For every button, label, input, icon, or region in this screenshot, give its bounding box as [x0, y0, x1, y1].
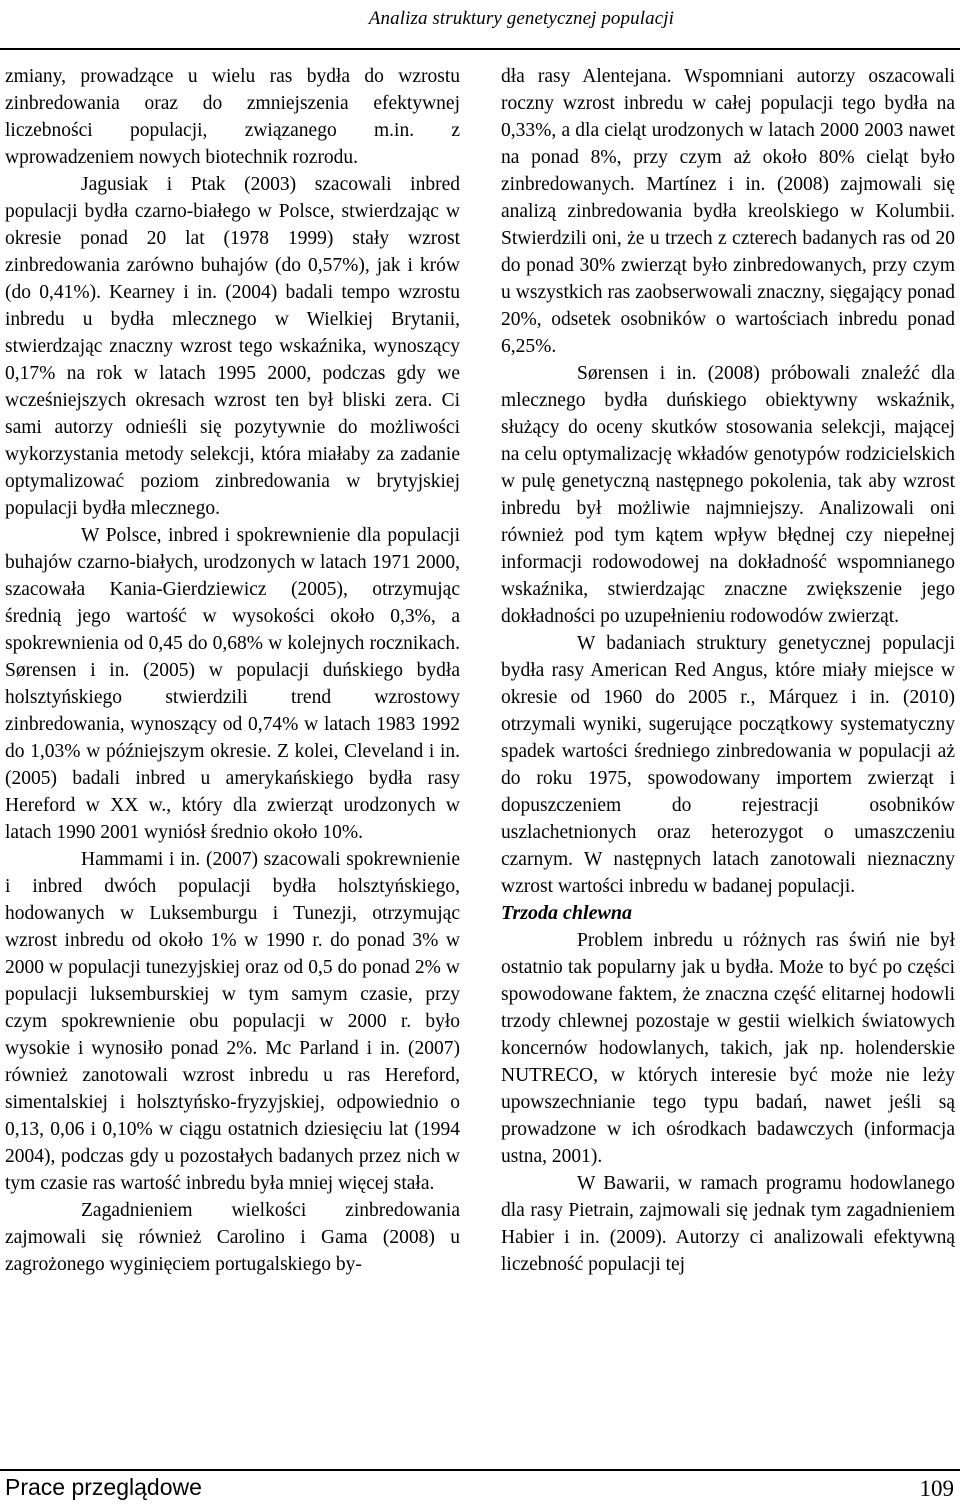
- paragraph: W Polsce, inbred i spokrewnienie dla populacji buhajów czarno-białych, urodzonych w latach 1971 2000, szacowała Kania-Gierdziewicz (2005), otrzymując średnią jego wartość w wysokości około 0,3%, a spokrewnienia od 0,45 do 0,68% w kolejnych rocznikach. Sørensen i in. (2005) w populacji duńskiego bydła holsztyńskiego stwierdzili trend wzrostowy zinbredowania, wynoszący od 0,74% w latach 1983 1992 do 1,03% w późniejszym okresie. Z kolei, Cleveland i in. (2005) badali inbred u amerykańskiego bydła rasy Hereford w XX w., który dla zwierząt urodzonych w latach 1990 2001 wyniósł średnio około 10%.: [5, 525, 460, 843]
- paragraph: Hammami i in. (2007) szacowali spokrewnienie i inbred dwóch populacji bydła holsztyńskiego, hodowanych w Luksemburgu i Tunezji, otrzymując wzrost inbredu od około 1% w 1990 r. do ponad 3% w 2000 w populacji tunezyjskiej oraz od 0,5 do ponad 2% w populacji luksemburskiej w tym samym czasie, przy czym spokrewnienie obu populacji w 2000 r. było wysokie i wynosiło ponad 2%. Mc Parland i in. (2007) również zanotowali wzrost inbredu u ras Hereford, simentalskiej i holsztyńsko-fryzyjskiej, odpowiednio o 0,13, 0,06 i 0,10% w ciągu ostatnich dziesięciu lat (1994 2004), podczas gdy u pozostałych badanych przez nich w tym czasie ras wartość inbredu była mniej więcej stała.: [5, 849, 460, 1194]
- paragraph: W badaniach struktury genetycznej populacji bydła rasy American Red Angus, które miały miejsce w okresie od 1960 do 2005 r., Márquez i in. (2010) otrzymali wyniki, sugerujące początkowy systematyczny spadek wartości średniego zinbredowania w populacji aż do roku 1975, spowodowany importem zwierząt i dopuszczeniem do rejestracji osobników uszlachetnionych oraz heterozygot o umaszczeniu czarnym. W następnych latach zanotowali nieznaczny wzrost wartości inbredu w badanej populacji.: [501, 633, 955, 897]
- page-number: 109: [919, 1476, 954, 1501]
- paragraph: Jagusiak i Ptak (2003) szacowali inbred populacji bydła czarno-białego w Polsce, stwierdzając w okresie ponad 20 lat (1978 1999) stały wzrost zinbredowania zarówno buhajów (do 0,57%), jak i krów (do 0,41%). Kearney i in. (2004) badali tempo wzrostu inbredu u bydła mlecznego w Wielkiej Brytanii, stwierdzając znaczny wzrost tego wskaźnika, wynoszący 0,17% na rok w latach 1995 2000, podczas gdy we wcześniejszych okresach wzrost ten był bliski zera. Ci sami autorzy odnieśli się pozytywnie do możliwości wykorzystania metody selekcji, która miałaby za zadanie optymalizować poziom zinbredowania w brytyjskiej populacji bydła mlecznego.: [5, 174, 460, 519]
- paragraph: Sørensen i in. (2008) próbowali znaleźć dla mlecznego bydła duńskiego obiektywny wskaźnik, służący do oceny skutków stosowania selekcji, mającej na celu optymalizację wkładów genotypów rodzicielskich w pulę genetyczną następnego pokolenia, tak aby wzrost inbredu był możliwie najmniejszy. Analizowali oni również pod tym kątem wpływ błędnej czy niepełnej informacji rodowodowej na dokładność wspomnianego wskaźnika, stwierdzając znaczne zwiększenie jego dokładności po uzupełnieniu rodowodów zwierząt.: [501, 363, 955, 627]
- paragraph: zmiany, prowadzące u wielu ras bydła do wzrostu zinbredowania oraz do zmniejszenia efektywnej liczebności populacji, związanego m.in. z wprowadzeniem nowych biotechnik rozrodu.: [5, 66, 460, 168]
- header-rule: [0, 48, 960, 50]
- section-heading: Trzoda chlewna: [501, 902, 632, 924]
- right-column: [501, 63, 955, 1278]
- paragraph: W Bawarii, w ramach programu hodowlanego dla rasy Pietrain, zajmowali się jednak tym zagadnieniem Habier i in. (2009). Autorzy ci analizowali efektywną liczebność populacji tej: [501, 1173, 955, 1275]
- paragraph: dła rasy Alentejana. Wspomniani autorzy oszacowali roczny wzrost inbredu w całej populacji tego bydła na 0,33%, a dla cieląt urodzonych w latach 2000 2003 nawet na ponad 8%, przy czym aż około 80% cieląt było zinbredowanych. Martínez i in. (2008) zajmowali się analizą zinbredowania bydła kreolskiego w Kolumbii. Stwierdzili oni, że u trzech z czterech badanych ras od 20 do ponad 30% zwierząt było zinbredowanych, przy czym u wszystkich ras zaobserwowali znaczny, sięgający ponad 20%, odsetek osobników o wartościach inbredu ponad 6,25%.: [501, 66, 955, 357]
- footer-rule: [0, 1469, 960, 1471]
- paragraph: Problem inbredu u różnych ras świń nie był ostatnio tak popularny jak u bydła. Może to być po części spowodowane faktem, że znaczna część elitarnej hodowli trzody chlewnej pozostaje w gestii wielkich światowych koncernów hodowlanych, takich, jak np. holenderskie NUTRECO, w których interesie być może nie leży upowszechnianie tego typu badań, nawet jeśli są prowadzone w ich ośrodkach badawczych (informacja ustna, 2001).: [501, 930, 955, 1167]
- footer-label: Prace przeglądowe: [5, 1474, 202, 1500]
- left-column: [5, 63, 460, 1278]
- running-header-title: Analiza struktury genetycznej populacji: [368, 8, 674, 29]
- paragraph: Zagadnieniem wielkości zinbredowania zajmowali się również Carolino i Gama (2008) u zagrożonego wyginięciem portugalskiego by-: [5, 1200, 460, 1275]
